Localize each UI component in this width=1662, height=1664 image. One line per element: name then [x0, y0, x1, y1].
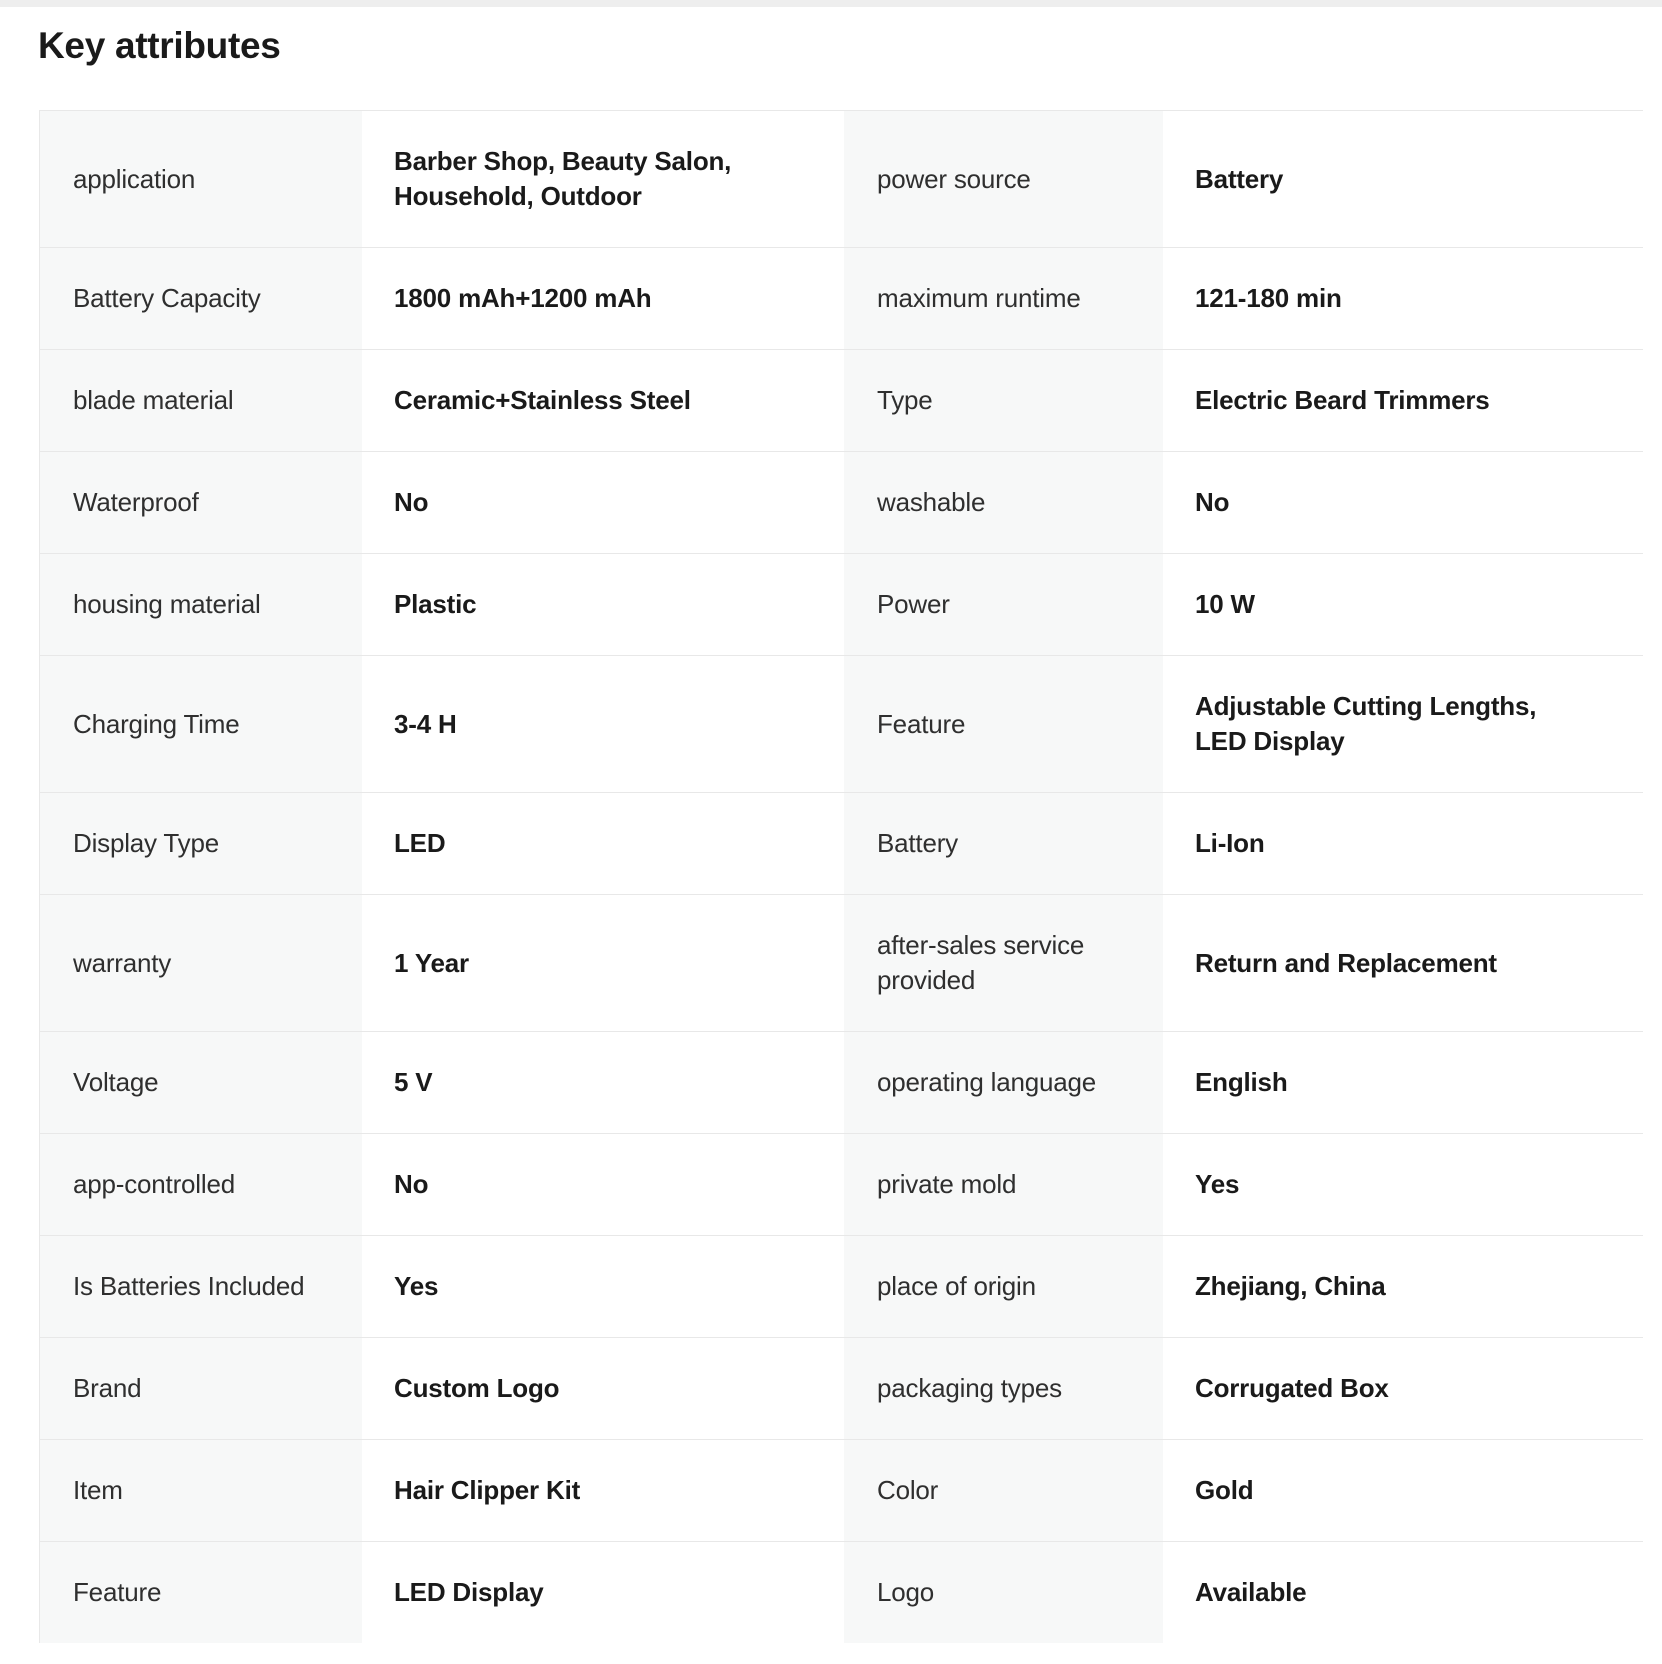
table-row [40, 1338, 1642, 1440]
table-row [40, 1236, 1642, 1338]
attribute-label-cell [40, 793, 362, 894]
attribute-label-cell [40, 1440, 362, 1541]
attribute-label: Power [877, 589, 950, 619]
attribute-label: Type [877, 385, 933, 415]
attribute-label: warranty [73, 947, 172, 978]
attribute-label-cell [844, 452, 1163, 553]
attribute-value-cell [1163, 1032, 1644, 1133]
attribute-label: operating language [877, 1067, 1097, 1097]
attribute-value: 1 Year [394, 947, 469, 978]
attribute-value: No [394, 487, 429, 517]
attribute-label-cell [40, 111, 362, 247]
attribute-label-cell [844, 1542, 1163, 1643]
attribute-value: Li-Ion [1195, 828, 1265, 858]
table-row [40, 1134, 1642, 1236]
table-row [40, 1440, 1642, 1542]
table-row [40, 248, 1642, 350]
attribute-value-cell [1163, 554, 1644, 655]
attribute-label: power source [877, 163, 1031, 194]
attribute-label: Voltage [73, 1067, 159, 1097]
attribute-value: Zhejiang, China [1195, 1271, 1386, 1301]
key-attributes-table [39, 110, 1643, 1643]
table-row [40, 793, 1642, 895]
attribute-label-cell [844, 1338, 1163, 1439]
attribute-label: blade material [73, 385, 234, 415]
attribute-value: Custom Logo [394, 1373, 560, 1403]
attribute-value-cell [362, 1236, 844, 1337]
attribute-value-cell [1163, 1542, 1644, 1643]
attribute-value-cell [362, 793, 844, 894]
attribute-label: Feature [73, 1577, 162, 1607]
attribute-label-cell [844, 350, 1163, 451]
attribute-value: Plastic [394, 589, 477, 619]
attribute-label-cell [844, 1134, 1163, 1235]
attribute-value: Adjustable Cutting Lengths, LED Display [1195, 691, 1537, 756]
attribute-label-cell [844, 1236, 1163, 1337]
attribute-label: maximum runtime [877, 283, 1081, 313]
attribute-label: after-sales service provided [877, 930, 1085, 995]
attribute-label: Is Batteries Included [73, 1271, 305, 1301]
attribute-value: LED [394, 828, 446, 858]
attribute-value: Hair Clipper Kit [394, 1475, 581, 1505]
attribute-value-cell [362, 111, 844, 247]
attribute-label: private mold [877, 1169, 1017, 1199]
attribute-label-cell [844, 1032, 1163, 1133]
attribute-value: Barber Shop, Beauty Salon, Household, Outdoor [394, 146, 732, 211]
attribute-value: Ceramic+Stainless Steel [394, 385, 691, 415]
attribute-value: 3-4 H [394, 708, 457, 739]
attribute-value: 10 W [1195, 589, 1255, 619]
attribute-value-cell [1163, 248, 1644, 349]
attribute-label: place of origin [877, 1271, 1036, 1301]
attribute-label-cell [40, 656, 362, 792]
attribute-value-cell [362, 248, 844, 349]
attribute-label: Item [73, 1475, 123, 1505]
attribute-label: Waterproof [73, 487, 199, 517]
attribute-value-cell [362, 1032, 844, 1133]
table-row [40, 554, 1642, 656]
table-row [40, 1542, 1642, 1643]
attribute-label-cell [40, 350, 362, 451]
attribute-label-cell [40, 248, 362, 349]
attribute-value: Yes [1195, 1169, 1240, 1199]
attribute-label-cell [844, 248, 1163, 349]
attribute-label: Feature [877, 708, 966, 739]
attribute-label-cell [844, 793, 1163, 894]
attribute-value: Gold [1195, 1475, 1254, 1505]
table-row [40, 1032, 1642, 1134]
attribute-label: packaging types [877, 1373, 1062, 1403]
attribute-value: English [1195, 1067, 1288, 1097]
attribute-value-cell [1163, 111, 1644, 247]
table-row [40, 895, 1642, 1032]
attribute-value-cell [1163, 656, 1644, 792]
attribute-label-cell [40, 1236, 362, 1337]
attribute-value: Available [1195, 1577, 1307, 1607]
attribute-label-cell [40, 1032, 362, 1133]
attribute-value: Return and Replacement [1195, 947, 1497, 978]
section-divider [0, 0, 1662, 7]
attribute-label-cell [844, 656, 1163, 792]
attribute-label: washable [877, 487, 986, 517]
attribute-label: Battery Capacity [73, 283, 261, 313]
attribute-value-cell [1163, 1338, 1644, 1439]
attribute-label-cell [844, 111, 1163, 247]
attribute-label: Display Type [73, 828, 219, 858]
attribute-label-cell [844, 554, 1163, 655]
attribute-value-cell [362, 1440, 844, 1541]
table-row [40, 111, 1642, 248]
attribute-label: Brand [73, 1373, 142, 1403]
attribute-value-cell [362, 1542, 844, 1643]
attribute-value-cell [362, 1134, 844, 1235]
page-title: Key attributes [38, 25, 281, 66]
attribute-value: 121-180 min [1195, 283, 1342, 313]
attribute-label-cell [40, 452, 362, 553]
attribute-label-cell [40, 1338, 362, 1439]
attribute-value: Yes [394, 1271, 439, 1301]
attribute-value-cell [362, 1338, 844, 1439]
attribute-value-cell [362, 350, 844, 451]
attribute-value: 1800 mAh+1200 mAh [394, 283, 652, 313]
attribute-label-cell [844, 895, 1163, 1031]
attribute-label-cell [844, 1440, 1163, 1541]
attribute-value-cell [1163, 895, 1644, 1031]
attribute-label-cell [40, 1134, 362, 1235]
table-row [40, 350, 1642, 452]
attribute-label-cell [40, 554, 362, 655]
attribute-label: Logo [877, 1577, 935, 1607]
attribute-value-cell [362, 656, 844, 792]
attribute-value: Battery [1195, 163, 1284, 194]
attribute-label-cell [40, 1542, 362, 1643]
attribute-value-cell [1163, 452, 1644, 553]
attribute-value-cell [1163, 793, 1644, 894]
attribute-value: No [394, 1169, 429, 1199]
attribute-value-cell [1163, 1440, 1644, 1541]
attribute-label: Color [877, 1475, 939, 1505]
attribute-value: No [1195, 487, 1230, 517]
attribute-label: Charging Time [73, 708, 240, 739]
attribute-value-cell [1163, 1236, 1644, 1337]
attribute-value-cell [1163, 350, 1644, 451]
attribute-value-cell [362, 895, 844, 1031]
attribute-value-cell [362, 452, 844, 553]
attribute-value: Corrugated Box [1195, 1373, 1389, 1403]
attribute-label: app-controlled [73, 1169, 235, 1199]
attribute-value: 5 V [394, 1067, 433, 1097]
attribute-value-cell [1163, 1134, 1644, 1235]
attribute-label: housing material [73, 589, 261, 619]
table-row [40, 452, 1642, 554]
attribute-label: Battery [877, 828, 958, 858]
attribute-value-cell [362, 554, 844, 655]
attribute-label-cell [40, 895, 362, 1031]
attribute-value: LED Display [394, 1577, 544, 1607]
attribute-value: Electric Beard Trimmers [1195, 385, 1490, 415]
table-row [40, 656, 1642, 793]
attribute-label: application [73, 163, 196, 194]
